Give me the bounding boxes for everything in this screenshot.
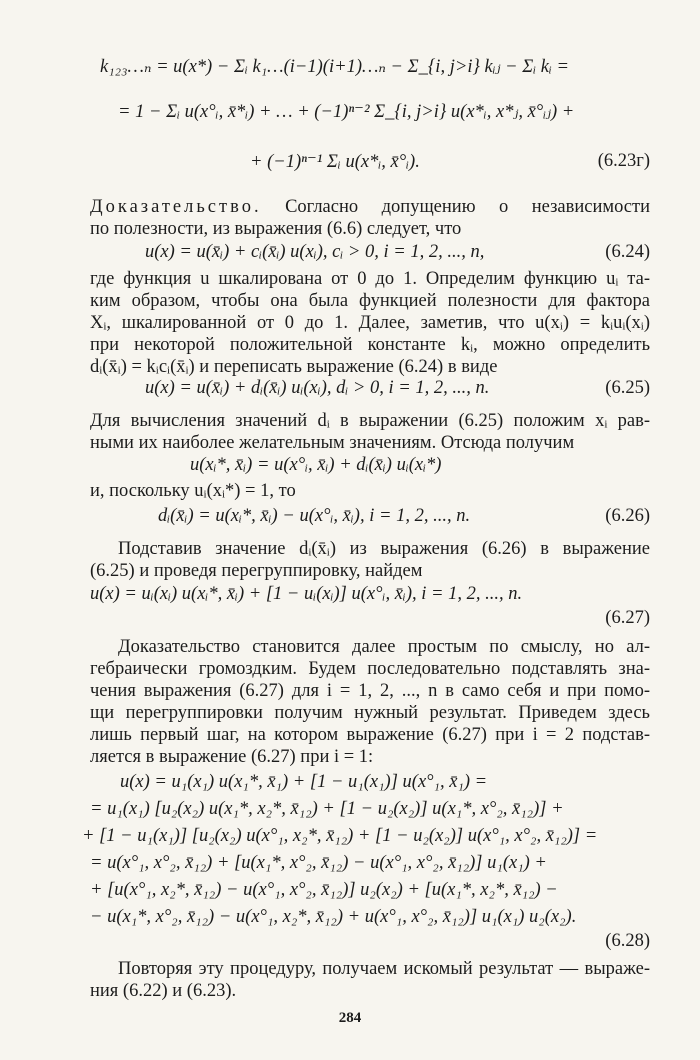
equation-6-28-line-2: = u₁(x₁) [u₂(x₂) u(x₁*, x₂*, x̄₁₂) + [1 − u₂(x₂)] u(x₁*, x°₂, x̄₁₂)] +	[90, 799, 564, 819]
text-line: щи перегруппировки получим нужный результат. Приведем здесь	[90, 703, 650, 723]
text-line: Доказательство становится далее простым по смыслу, но ал-	[118, 637, 650, 657]
equation-6-23g-line-1: k₁₂₃…ₙ = u(x*) − Σᵢ k₁…(i−1)(i+1)…ₙ − Σ_{i, j>i} kᵢⱼ − Σᵢ kᵢ =	[100, 57, 570, 77]
text-line: чения выражения (6.27) для i = 1, 2, ..., n в само себя и при помо-	[90, 681, 650, 701]
equation-6-26: dᵢ(x̄ᵢ) = u(xᵢ*, x̄ᵢ) − u(x°ᵢ, x̄ᵢ), i = 1, 2, ..., n. (6.26)	[158, 506, 650, 526]
proof-lead-word: Доказательство.	[90, 197, 262, 217]
text-line: ким образом, чтобы она была функцией полезности для фактора	[90, 291, 650, 311]
equation-6-23g-line-3: + (−1)ⁿ⁻¹ Σᵢ u(x*ᵢ, x̄°ᵢ). (6.23г)	[250, 151, 650, 172]
equation-number: (6.27)	[605, 608, 650, 628]
text-line: лишь первый шаг, на котором выражение (6.27) при i = 2 подстав-	[90, 725, 650, 745]
text-line: Доказательство. Согласно допущению о независимости	[90, 197, 650, 217]
equation-number: (6.24)	[605, 242, 650, 262]
equation-number: (6.23г)	[597, 151, 650, 171]
text-line: ными их наиболее желательным значениям. Отсюда получим	[90, 433, 575, 453]
equation-6-28-line-3: + [1 − u₁(x₁)] [u₂(x₂) u(x°₁, x₂*, x̄₁₂) + [1 − u₂(x₂)] u(x°₁, x°₂, x̄₁₂)] =	[82, 826, 598, 846]
equation-6-28-line-6: − u(x₁*, x°₂, x̄₁₂) − u(x°₁, x₂*, x̄₁₂) + u(x°₁, x°₂, x̄₁₂)] u₁(x₁) u₂(x₂).	[90, 907, 577, 927]
text-line: Подставив значение dᵢ(x̄ᵢ) из выражения (6.26) в выражение	[118, 539, 650, 559]
text-line: Повторяя эту процедуру, получаем искомый результат — выраже-	[118, 959, 650, 979]
text-line: (6.25) и проведя перегруппировку, найдем	[90, 561, 423, 581]
page-number: 284	[338, 1010, 362, 1026]
text-line: где функция u шкалирована от 0 до 1. Определим функцию uᵢ та-	[90, 269, 650, 289]
equation-6-25: u(x) = u(x̄ᵢ) + dᵢ(x̄ᵢ) uᵢ(xᵢ), dᵢ > 0, i = 1, 2, ..., n. (6.25)	[145, 378, 650, 398]
equation-6-27: u(x) = uᵢ(xᵢ) u(xᵢ*, x̄ᵢ) + [1 − uᵢ(xᵢ)] u(x°ᵢ, x̄ᵢ), i = 1, 2, ..., n.	[90, 584, 523, 604]
text-line: при некоторой положительной константе kᵢ, можно определить	[90, 335, 650, 355]
equation-6-28-line-5: + [u(x°₁, x₂*, x̄₁₂) − u(x°₁, x°₂, x̄₁₂)] u₂(x₂) + [u(x₁*, x₂*, x̄₁₂) −	[90, 880, 558, 900]
text-line: ния (6.22) и (6.23).	[90, 981, 237, 1001]
text-line: Для вычисления значений dᵢ в выражении (6.25) положим xᵢ рав-	[90, 411, 650, 431]
equation-number: (6.25)	[605, 378, 650, 398]
text-line: по полезности, из выражения (6.6) следует, что	[90, 219, 462, 239]
equation-number: (6.28)	[605, 931, 650, 951]
text-line: гебраически громоздким. Будем последовательно подставлять зна-	[90, 659, 650, 679]
equation-6-23g-line-2: = 1 − Σᵢ u(x°ᵢ, x̄*ᵢ) + … + (−1)ⁿ⁻² Σ_{i, j>i} u(x*ᵢ, x*ⱼ, x̄°ᵢⱼ) +	[118, 102, 575, 122]
text-line: ляется в выражение (6.27) при i = 1:	[90, 747, 374, 767]
text-line: Xᵢ, шкалированной от 0 до 1. Далее, заметив, что u(xᵢ) = kᵢuᵢ(xᵢ)	[90, 313, 650, 333]
equation-number: (6.26)	[605, 506, 650, 526]
equation-unnumbered: u(xᵢ*, x̄ᵢ) = u(x°ᵢ, x̄ᵢ) + dᵢ(x̄ᵢ) uᵢ(xᵢ*)	[190, 455, 442, 475]
equation-6-24: u(x) = u(x̄ᵢ) + cᵢ(x̄ᵢ) u(xᵢ), cᵢ > 0, i = 1, 2, ..., n, (6.24)	[145, 242, 650, 262]
equation-6-28-line-1: u(x) = u₁(x₁) u(x₁*, x̄₁) + [1 − u₁(x₁)] u(x°₁, x̄₁) =	[120, 772, 488, 792]
equation-6-28-line-4: = u(x°₁, x°₂, x̄₁₂) + [u(x₁*, x°₂, x̄₁₂) − u(x°₁, x°₂, x̄₁₂)] u₁(x₁) +	[90, 853, 547, 873]
text-line: dᵢ(x̄ᵢ) = kᵢcᵢ(x̄ᵢ) и переписать выражение (6.24) в виде	[90, 357, 498, 377]
text-line: и, поскольку uᵢ(xᵢ*) = 1, то	[90, 481, 296, 501]
